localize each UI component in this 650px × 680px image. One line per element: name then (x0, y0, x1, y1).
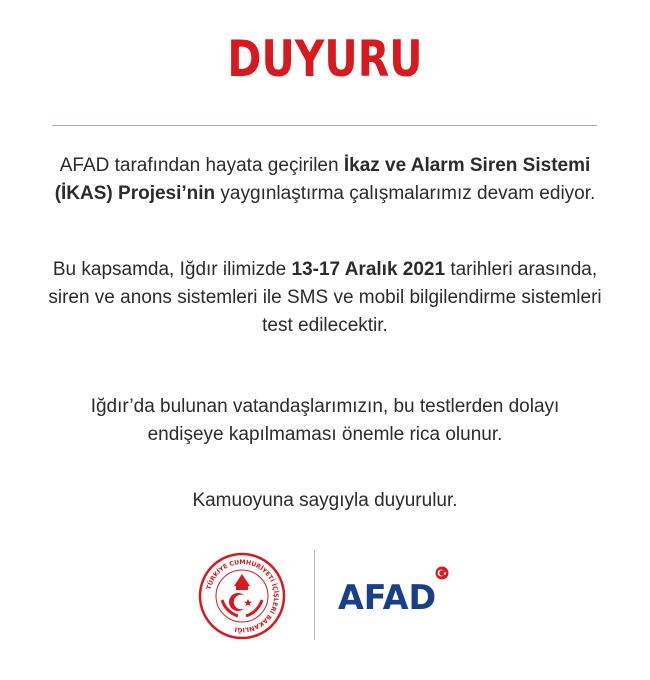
text-run: siren ve anons sistemleri ile SMS ve mobil bilgilendirme sistemleri (48, 287, 602, 308)
text-run: AFAD tarafından hayata geçirilen (59, 155, 344, 176)
text-line (0, 421, 650, 449)
seal-text: TÜRKİYE CUMHURİYETİ İÇİŞLERİ BAKANLIĞI (205, 558, 280, 634)
text-line (0, 180, 650, 208)
text-line (0, 256, 650, 284)
text-line (0, 393, 650, 421)
logo-footer (0, 548, 650, 643)
page-title: DUYURU (227, 30, 423, 88)
paragraph-request (0, 393, 650, 449)
text-run: test edilecektir. (262, 315, 388, 336)
bold-text: İkaz ve Alarm Siren Sistemi (343, 155, 591, 176)
turkish-flag-icon (435, 566, 449, 580)
text-run: yaygınlaştırma çalışmalarımız devam ediyor. (215, 183, 596, 204)
text-run: Kamuoyuna saygıyla duyurulur. (192, 490, 458, 511)
text-line (0, 312, 650, 340)
text-run: tarihleri arasında, (445, 259, 598, 280)
ministry-seal-icon (198, 552, 286, 640)
bold-text: 13-17 Aralık 2021 (291, 259, 446, 280)
afad-logo-text: AFAD (338, 578, 437, 618)
text-line (0, 152, 650, 180)
text-run: endişeye kapılmaması önemle rica olunur. (147, 424, 503, 445)
afad-logo (338, 566, 458, 626)
paragraph-intro (0, 152, 650, 208)
text-line (0, 284, 650, 312)
text-line (0, 487, 650, 515)
text-run: Iğdır’da bulunan vatandaşlarımızın, bu testlerden dolayı (90, 396, 560, 417)
text-run: Bu kapsamda, Iğdır ilimizde (52, 259, 292, 280)
logo-divider (314, 550, 315, 640)
bold-text: (İKAS) Projesi’nin (54, 183, 216, 204)
paragraph-details (0, 256, 650, 340)
title-divider (52, 125, 597, 126)
paragraph-closing (0, 487, 650, 515)
